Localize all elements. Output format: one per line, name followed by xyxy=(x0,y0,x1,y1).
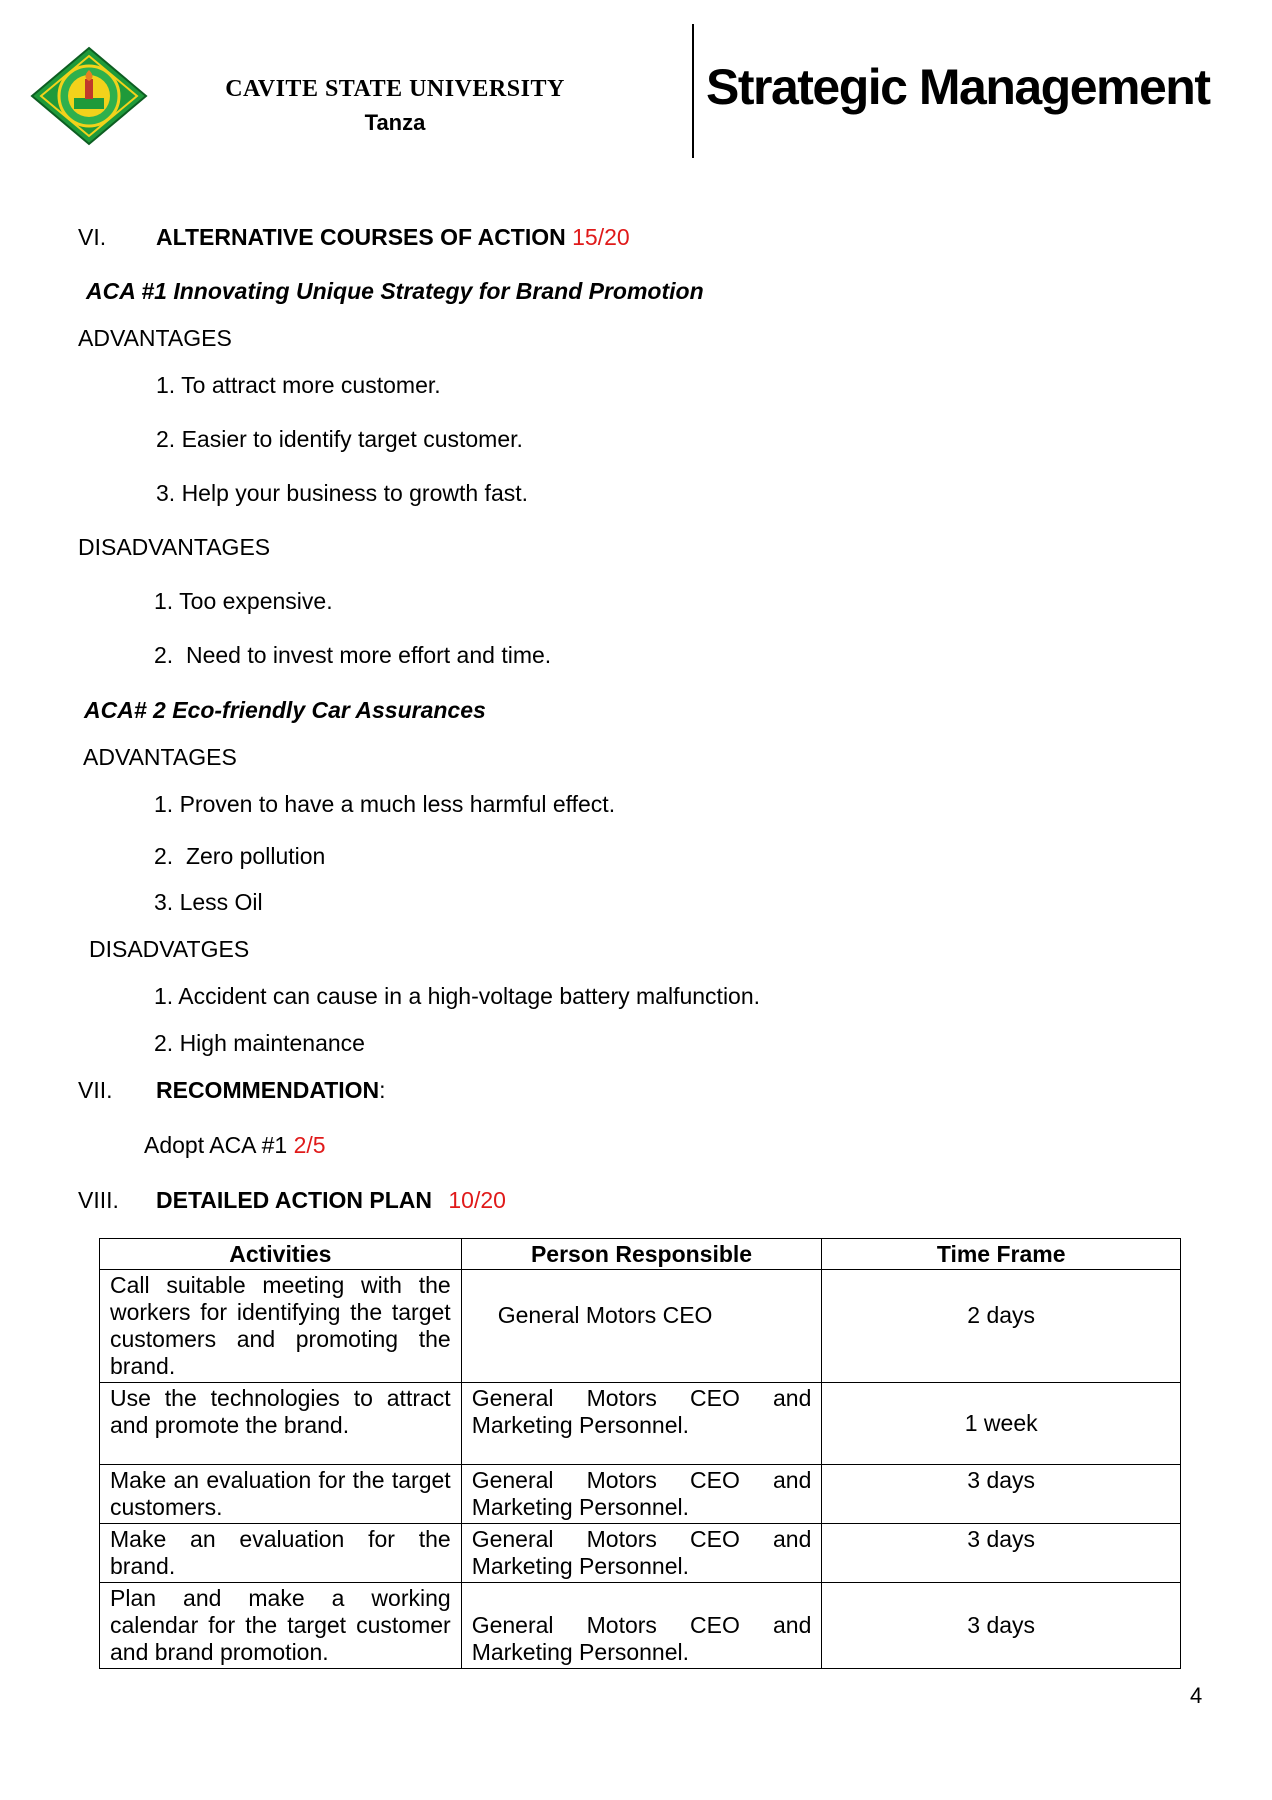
section-6-score: 15/20 xyxy=(572,224,630,250)
section-8-title: DETAILED ACTION PLAN xyxy=(156,1187,432,1213)
aca-1-advantages-label: ADVANTAGES xyxy=(78,325,232,351)
person-cell: General Motors CEO and Marketing Personnel. xyxy=(461,1524,822,1583)
page-number: 4 xyxy=(1190,1683,1203,1708)
column-header-person-responsible: Person Responsible xyxy=(461,1239,822,1270)
aca-2-disadvantages-label: DISADVATGES xyxy=(89,936,250,962)
person-cell: General Motors CEO and Marketing Personnel. xyxy=(461,1583,822,1669)
section-8-numeral: VIII. xyxy=(78,1187,119,1213)
time-frame-cell: 3 days xyxy=(822,1583,1181,1669)
table-row xyxy=(100,1383,1181,1465)
aca-2-advantage-item: 2. Zero pollution xyxy=(154,843,326,869)
section-8-score: 10/20 xyxy=(448,1187,506,1213)
column-header-activities: Activities xyxy=(100,1239,462,1270)
campus-name: Tanza xyxy=(364,110,426,135)
person-cell: General Motors CEO and Marketing Personnel. xyxy=(461,1383,822,1465)
university-name: CAVITE STATE UNIVERSITY xyxy=(225,76,565,102)
section-8-heading xyxy=(156,1187,506,1214)
aca-1-disadvantages-label: DISADVANTAGES xyxy=(78,534,271,560)
section-7-heading xyxy=(156,1077,386,1104)
section-7-score: 2/5 xyxy=(293,1132,326,1158)
time-frame-cell: 2 days xyxy=(822,1270,1181,1383)
action-plan-table xyxy=(99,1238,1181,1669)
table-row xyxy=(100,1524,1181,1583)
aca-1-disadvantage-item: 1. Too expensive. xyxy=(154,588,333,614)
column-header-time-frame: Time Frame xyxy=(822,1239,1181,1270)
activity-cell: Call suitable meeting with the workers for identifying the target customers and promoting the brand. xyxy=(100,1270,462,1383)
activity-cell: Use the technologies to attract and promote the brand. xyxy=(100,1383,462,1465)
recommendation-text xyxy=(144,1132,326,1159)
table-row xyxy=(100,1583,1181,1669)
aca-2-disadvantage-item: 1. Accident can cause in a high-voltage battery malfunction. xyxy=(154,983,761,1009)
table-header-row xyxy=(100,1239,1181,1270)
aca-1-advantage-item: 1. To attract more customer. xyxy=(156,372,441,398)
aca-2-title: ACA# 2 Eco-friendly Car Assurances xyxy=(84,697,486,723)
activity-cell: Make an evaluation for the target customers. xyxy=(100,1465,462,1524)
activity-cell: Plan and make a working calendar for the target customer and brand promotion. xyxy=(100,1583,462,1669)
aca-1-disadvantage-item: 2. Need to invest more effort and time. xyxy=(154,642,552,668)
section-7-numeral: VII. xyxy=(78,1077,113,1103)
activity-cell: Make an evaluation for the brand. xyxy=(100,1524,462,1583)
aca-2-advantage-item: 1. Proven to have a much less harmful effect. xyxy=(154,791,616,817)
time-frame-cell: 1 week xyxy=(822,1383,1181,1465)
header-divider xyxy=(692,24,694,158)
table-row xyxy=(100,1465,1181,1524)
recommendation-value: Adopt ACA #1 xyxy=(144,1132,288,1158)
aca-2-advantages-label: ADVANTAGES xyxy=(83,744,237,770)
course-title: Strategic Management xyxy=(706,59,1210,115)
aca-2-disadvantage-item: 2. High maintenance xyxy=(154,1030,365,1056)
aca-1-advantage-item: 2. Easier to identify target customer. xyxy=(156,426,523,452)
aca-1-title: ACA #1 Innovating Unique Strategy for Brand Promotion xyxy=(86,278,704,304)
time-frame-cell: 3 days xyxy=(822,1524,1181,1583)
university-seal-logo xyxy=(30,46,148,146)
section-6-title: ALTERNATIVE COURSES OF ACTION xyxy=(156,224,566,250)
section-7-title: RECOMMENDATION xyxy=(156,1077,380,1103)
time-frame-cell: 3 days xyxy=(822,1465,1181,1524)
section-6-heading xyxy=(156,224,630,251)
aca-1-advantage-item: 3. Help your business to growth fast. xyxy=(156,480,529,506)
table-row xyxy=(100,1270,1181,1383)
section-6-numeral: VI. xyxy=(78,224,107,250)
aca-2-advantage-item: 3. Less Oil xyxy=(154,889,263,915)
person-cell: General Motors CEO xyxy=(461,1270,822,1383)
person-cell: General Motors CEO and Marketing Personnel. xyxy=(461,1465,822,1524)
section-7-colon: : xyxy=(379,1077,386,1103)
